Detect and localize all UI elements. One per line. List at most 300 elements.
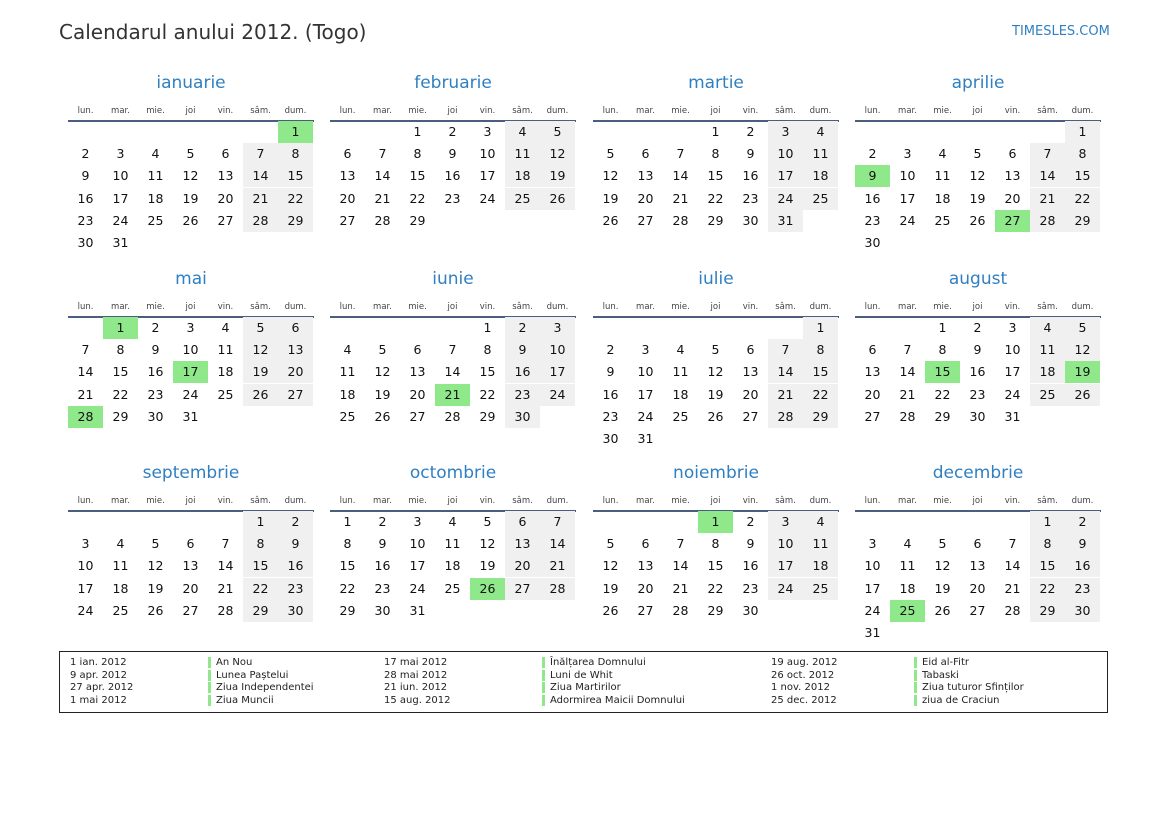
day-cell: 14 xyxy=(1030,165,1065,187)
day-cell: 20 xyxy=(182,580,199,596)
day-cell: 12 xyxy=(1065,339,1100,361)
day-cell: 29 xyxy=(112,408,129,424)
day-cell: 16 xyxy=(374,558,391,574)
day-cell: 14 xyxy=(672,168,689,184)
day-cell: 18 xyxy=(444,558,461,574)
day-cell: 19 xyxy=(602,190,619,206)
day-cell: 28 xyxy=(899,408,916,424)
day-cell: 11 xyxy=(112,558,129,574)
day-cell: 28 xyxy=(672,212,689,228)
day-cell: 8 xyxy=(278,143,313,165)
holiday-date: 25 dec. 2012 xyxy=(771,694,837,706)
weekday-label: joi xyxy=(972,496,983,506)
day-cell: 11 xyxy=(934,168,951,184)
day-cell: 28 xyxy=(672,602,689,618)
month-name: decembrie xyxy=(932,463,1024,483)
weekday-label: mie. xyxy=(146,496,165,506)
weekday-header xyxy=(855,302,1101,314)
month-septembrie xyxy=(68,463,314,643)
day-cell: 4 xyxy=(803,121,838,143)
day-cell: 13 xyxy=(637,168,654,184)
day-cell: 22 xyxy=(409,190,426,206)
day-cell: 2 xyxy=(868,146,877,162)
month-name: mai xyxy=(175,269,207,289)
weekday-label: mie. xyxy=(408,106,427,116)
day-cell: 28 xyxy=(243,210,278,232)
day-cell: 30 xyxy=(742,212,759,228)
weekday-label: vin. xyxy=(217,302,234,312)
weekday-label: dum. xyxy=(1071,496,1094,506)
weekday-label: lun. xyxy=(864,106,881,116)
weekday-label: sâm. xyxy=(775,302,796,312)
weekday-label: sâm. xyxy=(512,496,533,506)
day-cell: 25 xyxy=(147,212,164,228)
day-cell: 5 xyxy=(711,342,720,358)
day-cell: 17 xyxy=(112,190,129,206)
day-cell: 26 xyxy=(540,188,575,210)
day-cell: 8 xyxy=(243,533,278,555)
weekday-label: mie. xyxy=(408,302,427,312)
weekday-label: sâm. xyxy=(1037,106,1058,116)
day-cell: 8 xyxy=(483,342,492,358)
day-cell: 27 xyxy=(637,212,654,228)
day-cell: 19 xyxy=(147,580,164,596)
weekday-label: mar. xyxy=(373,106,392,116)
day-cell: 5 xyxy=(1065,317,1100,339)
day-cell: 25 xyxy=(934,212,951,228)
day-cell: 1 xyxy=(413,124,422,139)
day-cell: 30 xyxy=(374,602,391,618)
day-cell: 4 xyxy=(938,146,947,162)
weekday-label: mar. xyxy=(898,302,917,312)
day-cell: 23 xyxy=(147,386,164,402)
weekday-label: lun. xyxy=(864,302,881,312)
day-cell: 20 xyxy=(505,555,540,577)
day-cell: 27 xyxy=(278,384,313,406)
day-cell: 8 xyxy=(116,342,125,358)
day-cell: 31 xyxy=(1004,408,1021,424)
weekday-label: mar. xyxy=(898,106,917,116)
day-cell: 18 xyxy=(339,386,356,402)
day-cell: 30 xyxy=(602,431,619,446)
day-cell: 10 xyxy=(899,168,916,184)
day-cell: 8 xyxy=(1030,533,1065,555)
day-cell: 26 xyxy=(934,602,951,618)
holiday-day-cell: 28 xyxy=(68,406,103,428)
day-cell: 15 xyxy=(339,558,356,574)
day-cell: 3 xyxy=(868,536,877,552)
day-cell: 20 xyxy=(409,386,426,402)
day-cell: 23 xyxy=(374,580,391,596)
day-cell: 6 xyxy=(413,342,422,358)
day-cell: 5 xyxy=(606,536,615,552)
day-cell: 18 xyxy=(934,190,951,206)
day-cell: 2 xyxy=(278,511,313,533)
day-cell: 17 xyxy=(768,555,803,577)
day-cell: 26 xyxy=(602,602,619,618)
day-cell: 18 xyxy=(217,364,234,380)
day-cell: 18 xyxy=(147,190,164,206)
day-cell: 11 xyxy=(147,168,164,184)
day-cell: 14 xyxy=(217,558,234,574)
day-cell: 2 xyxy=(746,514,755,529)
day-cell: 11 xyxy=(217,342,234,358)
weekday-label: lun. xyxy=(77,496,94,506)
month-decembrie xyxy=(855,463,1101,643)
day-cell: 29 xyxy=(707,602,724,618)
weekday-label: joi xyxy=(710,302,721,312)
day-cell: 20 xyxy=(742,386,759,402)
day-cell: 4 xyxy=(903,536,912,552)
day-cell: 14 xyxy=(768,361,803,383)
day-cell: 22 xyxy=(243,578,278,600)
day-cell: 7 xyxy=(540,511,575,533)
day-cell: 4 xyxy=(1030,317,1065,339)
day-cell: 31 xyxy=(768,210,803,232)
day-cell: 3 xyxy=(768,511,803,533)
day-cell: 23 xyxy=(1065,578,1100,600)
weekday-label: mie. xyxy=(933,106,952,116)
weekday-label: mie. xyxy=(146,302,165,312)
day-cell: 13 xyxy=(637,558,654,574)
holiday-day-cell: 25 xyxy=(890,600,925,622)
month-name: octombrie xyxy=(409,463,497,483)
day-cell: 26 xyxy=(1065,384,1100,406)
weekday-label: dum. xyxy=(284,302,307,312)
month-iulie xyxy=(593,269,839,449)
page-title: Calendarul anului 2012. (Togo) xyxy=(59,20,367,44)
holiday-name: Tabaski xyxy=(914,670,959,681)
weekday-label: mar. xyxy=(373,302,392,312)
day-cell: 17 xyxy=(77,580,94,596)
day-cell: 12 xyxy=(707,364,724,380)
weekday-label: mie. xyxy=(408,496,427,506)
day-cell: 7 xyxy=(243,143,278,165)
day-cell: 16 xyxy=(444,168,461,184)
day-cell: 17 xyxy=(479,168,496,184)
weekday-label: joi xyxy=(447,302,458,312)
weekday-label: mie. xyxy=(671,302,690,312)
weekday-label: sâm. xyxy=(775,496,796,506)
day-cell: 21 xyxy=(77,386,94,402)
weekday-label: sâm. xyxy=(512,106,533,116)
day-cell: 23 xyxy=(969,386,986,402)
weekday-label: lun. xyxy=(602,302,619,312)
day-cell: 4 xyxy=(116,536,125,552)
day-cell: 29 xyxy=(1065,210,1100,232)
day-cell: 31 xyxy=(637,431,654,446)
day-cell: 17 xyxy=(637,386,654,402)
day-cell: 8 xyxy=(413,146,422,162)
weekday-label: lun. xyxy=(339,106,356,116)
holiday-date: 27 apr. 2012 xyxy=(70,682,134,694)
weekday-label: dum. xyxy=(1071,106,1094,116)
holiday-day-cell: 1 xyxy=(278,121,313,143)
weekday-label: vin. xyxy=(217,496,234,506)
day-cell: 3 xyxy=(116,146,125,162)
day-cell: 18 xyxy=(899,580,916,596)
day-cell: 31 xyxy=(864,625,881,640)
day-cell: 30 xyxy=(77,235,94,250)
day-cell: 27 xyxy=(339,212,356,228)
day-cell: 11 xyxy=(803,143,838,165)
holiday-day-cell: 21 xyxy=(435,384,470,406)
day-cell: 22 xyxy=(707,580,724,596)
day-cell: 1 xyxy=(803,317,838,339)
month-name: ianuarie xyxy=(156,73,226,93)
day-cell: 25 xyxy=(803,578,838,600)
day-cell: 15 xyxy=(1030,555,1065,577)
day-cell: 6 xyxy=(973,536,982,552)
holiday-day-cell: 26 xyxy=(470,578,505,600)
weekday-label: vin. xyxy=(217,106,234,116)
holiday-name: Ziua tuturor Sfinților xyxy=(914,682,1024,693)
day-cell: 21 xyxy=(899,386,916,402)
weekday-label: vin. xyxy=(479,106,496,116)
day-cell: 19 xyxy=(479,558,496,574)
holiday-day-cell: 1 xyxy=(103,317,138,339)
day-cell: 4 xyxy=(803,511,838,533)
month-ianuarie xyxy=(68,73,314,253)
day-cell: 30 xyxy=(505,406,540,428)
day-cell: 2 xyxy=(505,317,540,339)
day-cell: 25 xyxy=(672,408,689,424)
day-cell: 12 xyxy=(182,168,199,184)
weekday-label: lun. xyxy=(339,496,356,506)
holiday-date: 21 iun. 2012 xyxy=(384,682,448,694)
day-cell: 9 xyxy=(973,342,982,358)
month-name: iunie xyxy=(432,269,474,289)
day-cell: 11 xyxy=(803,533,838,555)
day-cell: 10 xyxy=(637,364,654,380)
weekday-label: joi xyxy=(710,496,721,506)
day-cell: 26 xyxy=(602,212,619,228)
weekday-label: joi xyxy=(447,496,458,506)
weekday-label: lun. xyxy=(77,302,94,312)
day-cell: 30 xyxy=(147,408,164,424)
day-cell: 8 xyxy=(938,342,947,358)
day-cell: 19 xyxy=(540,165,575,187)
day-cell: 24 xyxy=(182,386,199,402)
day-cell: 9 xyxy=(606,364,615,380)
day-cell: 14 xyxy=(1004,558,1021,574)
day-cell: 11 xyxy=(444,536,461,552)
day-cell: 25 xyxy=(444,580,461,596)
day-cell: 27 xyxy=(742,408,759,424)
day-cell: 1 xyxy=(483,320,492,335)
weekday-label: sâm. xyxy=(250,106,271,116)
day-cell: 5 xyxy=(973,146,982,162)
weekday-label: mar. xyxy=(636,302,655,312)
day-cell: 6 xyxy=(221,146,230,162)
day-cell: 12 xyxy=(540,143,575,165)
weekday-label: mie. xyxy=(671,496,690,506)
day-cell: 22 xyxy=(278,188,313,210)
day-cell: 18 xyxy=(505,165,540,187)
day-cell: 2 xyxy=(973,320,982,335)
day-cell: 17 xyxy=(1004,364,1021,380)
day-cell: 7 xyxy=(1030,143,1065,165)
day-cell: 17 xyxy=(864,580,881,596)
month-name: februarie xyxy=(414,73,492,93)
day-cell: 24 xyxy=(77,602,94,618)
day-cell: 21 xyxy=(243,188,278,210)
day-cell: 21 xyxy=(768,384,803,406)
day-cell: 4 xyxy=(221,320,230,335)
day-cell: 14 xyxy=(243,165,278,187)
weekday-label: vin. xyxy=(1004,496,1021,506)
day-cell: 6 xyxy=(1008,146,1017,162)
weekday-header xyxy=(330,106,576,118)
day-cell: 7 xyxy=(676,536,685,552)
day-cell: 11 xyxy=(899,558,916,574)
weekday-header xyxy=(330,302,576,314)
day-cell: 19 xyxy=(707,386,724,402)
day-cell: 16 xyxy=(864,190,881,206)
day-cell: 29 xyxy=(278,210,313,232)
month-aprilie xyxy=(855,73,1101,253)
day-cell: 3 xyxy=(768,121,803,143)
day-cell: 27 xyxy=(637,602,654,618)
day-cell: 15 xyxy=(112,364,129,380)
weekday-label: mie. xyxy=(933,302,952,312)
day-cell: 7 xyxy=(903,342,912,358)
day-cell: 3 xyxy=(483,124,492,139)
day-cell: 22 xyxy=(1065,188,1100,210)
weekday-label: joi xyxy=(710,106,721,116)
day-cell: 10 xyxy=(409,536,426,552)
day-cell: 16 xyxy=(969,364,986,380)
day-cell: 15 xyxy=(243,555,278,577)
day-cell: 6 xyxy=(186,536,195,552)
month-mai xyxy=(68,269,314,449)
weekday-label: vin. xyxy=(742,106,759,116)
month-octombrie xyxy=(330,463,576,643)
weekday-label: joi xyxy=(185,302,196,312)
month-name: noiembrie xyxy=(673,463,759,483)
day-cell: 7 xyxy=(81,342,90,358)
day-cell: 19 xyxy=(934,580,951,596)
day-cell: 10 xyxy=(540,339,575,361)
weekday-label: joi xyxy=(185,496,196,506)
day-cell: 13 xyxy=(505,533,540,555)
day-cell: 27 xyxy=(182,602,199,618)
day-cell: 5 xyxy=(378,342,387,358)
weekday-label: dum. xyxy=(546,302,569,312)
day-cell: 24 xyxy=(409,580,426,596)
day-cell: 12 xyxy=(243,339,278,361)
day-cell: 17 xyxy=(540,361,575,383)
day-cell: 6 xyxy=(505,511,540,533)
weekday-label: dum. xyxy=(284,496,307,506)
day-cell: 10 xyxy=(1004,342,1021,358)
day-cell: 10 xyxy=(768,143,803,165)
day-cell: 20 xyxy=(864,386,881,402)
day-cell: 8 xyxy=(1065,143,1100,165)
day-cell: 16 xyxy=(77,190,94,206)
day-cell: 3 xyxy=(903,146,912,162)
day-cell: 13 xyxy=(1004,168,1021,184)
day-cell: 15 xyxy=(803,361,838,383)
day-cell: 30 xyxy=(864,235,881,250)
day-cell: 29 xyxy=(934,408,951,424)
day-cell: 24 xyxy=(540,384,575,406)
weekday-header xyxy=(68,302,314,314)
weekday-header xyxy=(855,106,1101,118)
day-cell: 23 xyxy=(602,408,619,424)
day-cell: 24 xyxy=(864,602,881,618)
holiday-date: 17 mai 2012 xyxy=(384,657,448,668)
day-cell: 19 xyxy=(243,361,278,383)
day-cell: 5 xyxy=(938,536,947,552)
day-cell: 29 xyxy=(707,212,724,228)
day-cell: 24 xyxy=(637,408,654,424)
day-cell: 3 xyxy=(540,317,575,339)
weekday-label: mar. xyxy=(636,496,655,506)
weekday-header xyxy=(593,106,839,118)
site-link[interactable]: TIMESLES.COM xyxy=(1012,24,1110,39)
day-cell: 13 xyxy=(969,558,986,574)
weekday-label: mie. xyxy=(933,496,952,506)
day-cell: 13 xyxy=(339,168,356,184)
day-cell: 15 xyxy=(409,168,426,184)
day-cell: 28 xyxy=(1030,210,1065,232)
day-cell: 29 xyxy=(243,600,278,622)
weekday-label: joi xyxy=(972,106,983,116)
weekday-label: mie. xyxy=(146,106,165,116)
day-cell: 7 xyxy=(221,536,230,552)
day-cell: 5 xyxy=(151,536,160,552)
day-cell: 5 xyxy=(186,146,195,162)
month-iunie xyxy=(330,269,576,449)
day-cell: 26 xyxy=(147,602,164,618)
day-cell: 6 xyxy=(343,146,352,162)
holiday-name: Ziua Independentei xyxy=(208,682,314,693)
day-cell: 2 xyxy=(746,124,755,139)
day-cell: 27 xyxy=(217,212,234,228)
day-cell: 25 xyxy=(1030,384,1065,406)
day-cell: 27 xyxy=(969,602,986,618)
day-cell: 15 xyxy=(707,168,724,184)
holiday-name: Adormirea Maicii Domnului xyxy=(542,695,685,706)
day-cell: 29 xyxy=(1030,600,1065,622)
day-cell: 5 xyxy=(540,121,575,143)
weekday-label: sâm. xyxy=(512,302,533,312)
weekday-header xyxy=(855,496,1101,508)
day-cell: 14 xyxy=(540,533,575,555)
day-cell: 9 xyxy=(746,146,755,162)
day-cell: 25 xyxy=(112,602,129,618)
holiday-date: 19 aug. 2012 xyxy=(771,657,838,668)
holiday-name: Ziua Muncii xyxy=(208,695,274,706)
holiday-name: ziua de Craciun xyxy=(914,695,1000,706)
day-cell: 29 xyxy=(803,406,838,428)
weekday-label: dum. xyxy=(1071,302,1094,312)
day-cell: 10 xyxy=(864,558,881,574)
day-cell: 16 xyxy=(602,386,619,402)
day-cell: 20 xyxy=(637,580,654,596)
day-cell: 6 xyxy=(746,342,755,358)
day-cell: 6 xyxy=(868,342,877,358)
day-cell: 6 xyxy=(278,317,313,339)
day-cell: 14 xyxy=(444,364,461,380)
day-cell: 8 xyxy=(343,536,352,552)
day-cell: 5 xyxy=(606,146,615,162)
weekday-label: lun. xyxy=(339,302,356,312)
day-cell: 23 xyxy=(742,580,759,596)
day-cell: 1 xyxy=(343,514,352,529)
holiday-date: 15 aug. 2012 xyxy=(384,694,451,706)
